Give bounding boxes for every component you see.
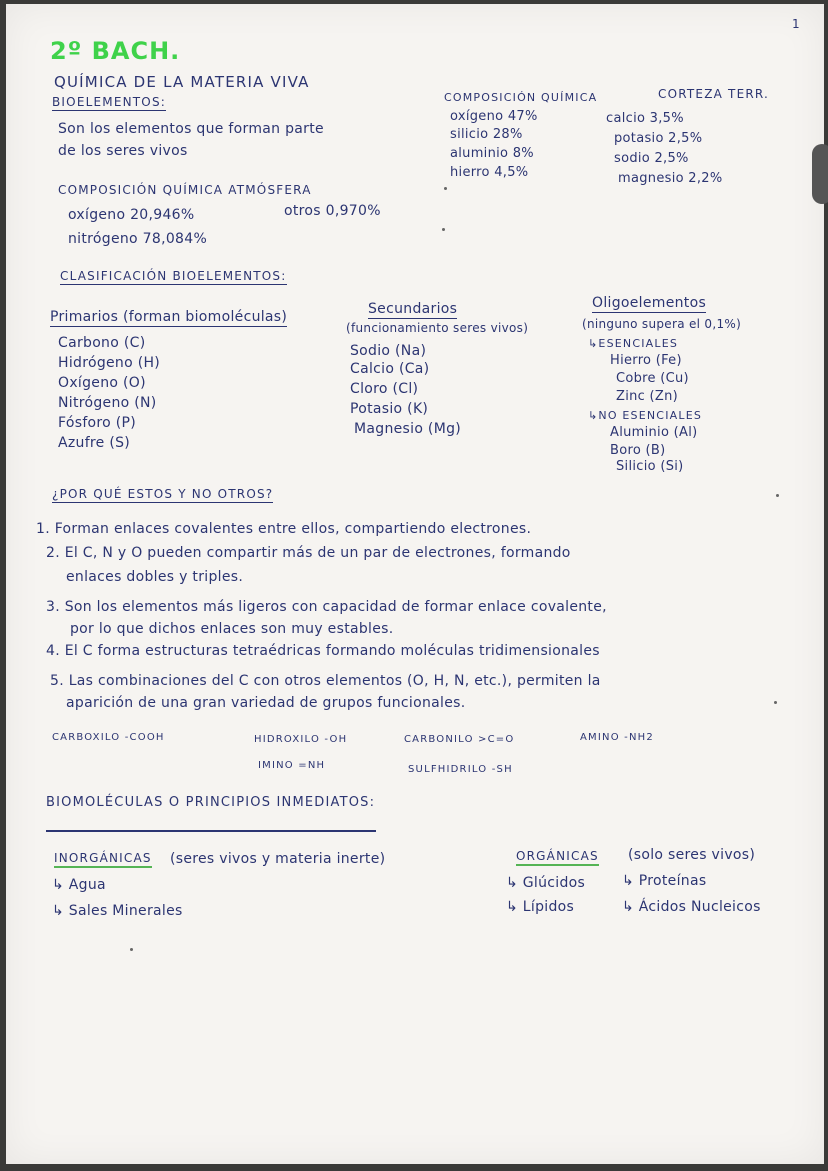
esencial-item: Cobre (Cu) (616, 371, 689, 386)
main-title: QUÍMICA DE LA MATERIA VIVA (54, 73, 310, 91)
esencial-item: Zinc (Zn) (616, 389, 679, 404)
oligoelementos-heading: Oligoelementos (592, 296, 706, 313)
atmosphere-others: otros 0,970% (284, 203, 381, 219)
underline (46, 830, 376, 832)
reason-2: 2. El C, N y O pueden compartir más de un par de electrones, formando (46, 545, 571, 561)
classification-heading: CLASIFICACIÓN BIOELEMENTOS: (60, 270, 287, 285)
group-amino: AMINO -NH2 (580, 732, 654, 743)
ink-dot (776, 494, 779, 497)
organica-item: ↳ Glúcidos (506, 875, 586, 891)
inorganica-item: ↳ Sales Minerales (52, 903, 183, 919)
primario-item: Carbono (C) (58, 335, 146, 351)
primarios-heading: Primarios (forman biomoléculas) (50, 310, 287, 327)
why-heading: ¿POR QUÉ ESTOS Y NO OTROS? (52, 488, 273, 503)
esencial-item: Hierro (Fe) (610, 353, 682, 368)
biomolecules-heading: BIOMOLÉCULAS O PRINCIPIOS INMEDIATOS: (46, 795, 376, 810)
primario-item: Azufre (S) (58, 435, 131, 451)
esenciales-label: ↳ESENCIALES (588, 337, 679, 350)
definition-line-2: de los seres vivos (58, 143, 188, 159)
primario-item: Oxígeno (O) (58, 375, 146, 391)
atmosphere-nitrogen: nitrógeno 78,084% (68, 231, 208, 247)
ink-dot (130, 948, 133, 951)
crust-sodium: sodio 2,5% (614, 151, 689, 166)
reason-1: 1. Forman enlaces covalentes entre ellos, compartiendo electrones. (36, 521, 532, 537)
ink-dot (444, 187, 447, 190)
organicas-note: (solo seres vivos) (628, 847, 756, 863)
secundario-item: Sodio (Na) (350, 343, 427, 359)
group-sulfhidrilo: SULFHIDRILO -SH (408, 764, 513, 775)
atmosphere-oxygen: oxígeno 20,946% (68, 207, 195, 223)
primario-item: Fósforo (P) (58, 415, 137, 431)
primario-item: Nitrógeno (N) (58, 395, 157, 411)
oligoelementos-subheading: (ninguno supera el 0,1%) (582, 317, 742, 331)
reason-3-cont: por lo que dichos enlaces son muy estables. (70, 621, 394, 637)
organica-item: ↳ Proteínas (622, 873, 707, 889)
crust-calcium: calcio 3,5% (606, 111, 684, 126)
ink-dot (774, 701, 777, 704)
group-hidroxilo: HIDROXILO -OH (254, 734, 348, 745)
reason-2-cont: enlaces dobles y triples. (66, 569, 244, 585)
inorganicas-heading: INORGÁNICAS (54, 852, 152, 868)
reason-3: 3. Son los elementos más ligeros con capacidad de formar enlace covalente, (46, 599, 607, 615)
no-esencial-item: Silicio (Si) (616, 459, 684, 474)
organica-item: ↳ Ácidos Nucleicos (622, 899, 761, 915)
organicas-heading: ORGÁNICAS (516, 850, 599, 866)
definition-line-1: Son los elementos que forman parte (58, 121, 324, 137)
crust-aluminium: aluminio 8% (450, 146, 534, 161)
secundarios-heading: Secundarios (368, 302, 457, 319)
crust-heading-left: COMPOSICIÓN QUÍMICA (444, 91, 598, 104)
page-number: 1 (792, 17, 800, 31)
primario-item: Hidrógeno (H) (58, 355, 161, 371)
secundario-item: Calcio (Ca) (350, 361, 430, 377)
no-esenciales-label: ↳NO ESENCIALES (588, 409, 703, 422)
group-carbonilo: CARBONILO >C=O (404, 734, 515, 745)
crust-iron: hierro 4,5% (450, 165, 529, 180)
secundario-item: Cloro (Cl) (350, 381, 419, 397)
crust-heading-right: CORTEZA TERR. (658, 87, 770, 101)
crust-silicon: silicio 28% (450, 127, 523, 142)
group-imino: IMINO =NH (258, 760, 326, 771)
secundarios-subheading: (funcionamiento seres vivos) (346, 321, 529, 335)
page-edge-shadow (812, 144, 828, 204)
crust-magnesium: magnesio 2,2% (618, 171, 723, 186)
crust-oxygen: oxígeno 47% (450, 109, 538, 124)
secundario-item: Potasio (K) (350, 401, 429, 417)
reason-5-cont: aparición de una gran variedad de grupos funcionales. (66, 695, 466, 711)
crust-potassium: potasio 2,5% (614, 131, 703, 146)
no-esencial-item: Aluminio (Al) (610, 425, 698, 440)
no-esencial-item: Boro (B) (610, 443, 666, 458)
ink-dot (442, 228, 445, 231)
atmosphere-heading: COMPOSICIÓN QUÍMICA ATMÓSFERA (58, 183, 312, 197)
section-bioelements: BIOELEMENTOS: (52, 96, 166, 111)
secundario-item: Magnesio (Mg) (354, 421, 462, 437)
group-carboxilo: CARBOXILO -COOH (52, 732, 165, 743)
organica-item: ↳ Lípidos (506, 899, 575, 915)
inorganica-item: ↳ Agua (52, 877, 106, 893)
course-title: 2º BACH. (50, 37, 181, 65)
reason-5: 5. Las combinaciones del C con otros elementos (O, H, N, etc.), permiten la (50, 673, 601, 689)
notebook-page (6, 4, 824, 1164)
inorganicas-note: (seres vivos y materia inerte) (170, 851, 386, 867)
reason-4: 4. El C forma estructuras tetraédricas formando moléculas tridimensionales (46, 643, 600, 659)
